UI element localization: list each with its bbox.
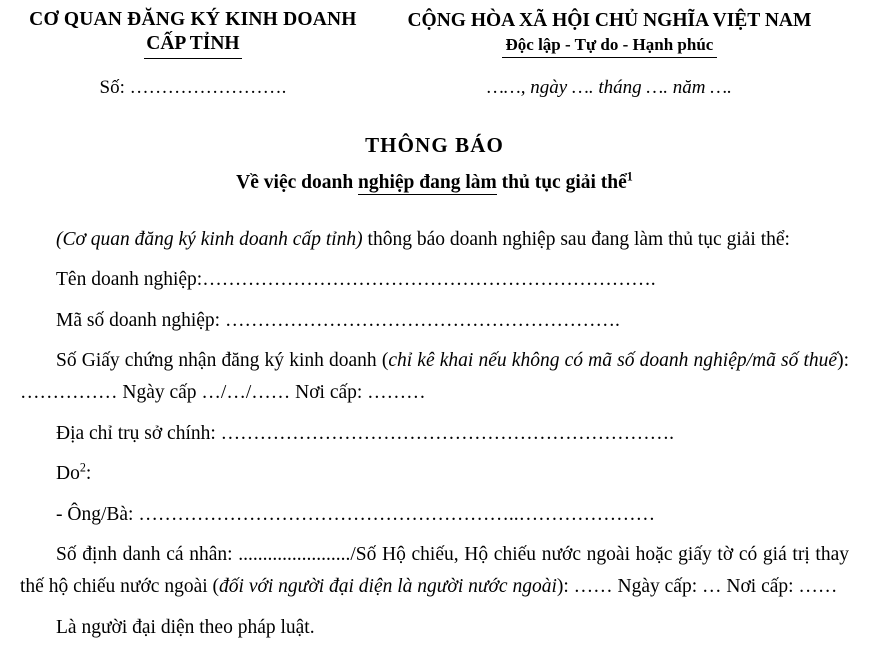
national-heading-block <box>368 6 851 58</box>
national-motto: Độc lập - Tự do - Hạnh phúc <box>502 34 718 58</box>
intro-authority-italic: (Cơ quan đăng ký kinh doanh cấp tỉnh) <box>56 228 363 250</box>
intro-rest: thông báo doanh nghiệp sau đang làm thủ tục giải thể: <box>362 228 790 250</box>
field-head-office-address: Địa chỉ trụ sở chính: ……………………………………………………………. <box>56 422 675 444</box>
document-number: Số: ……………………. <box>99 76 287 98</box>
field-by-label <box>20 458 849 490</box>
by-label-colon: : <box>85 463 92 485</box>
field-enterprise-name: Tên doanh nghiệp:……………………………………………………………. <box>56 269 656 291</box>
by-footnote-marker: 2 <box>79 460 86 475</box>
subtitle-footnote-marker: 1 <box>626 169 633 184</box>
national-name: CỘNG HÒA XÃ HỘI CHỦ NGHĨA VIỆT NAM <box>407 10 812 31</box>
field-identification <box>20 539 849 602</box>
identification-text-a: Số định danh cá nhân: ......................./Số Hộ chiếu, Hộ chiếu nước ngoài hoặc giấy tờ có giá trị thay thế hộ chiếu nước ngoài ( <box>20 544 849 597</box>
subtitle-part-before: Về việc doanh <box>236 171 359 193</box>
field-person-name: - Ông/Bà: …………………………………………………..………………… <box>56 503 656 525</box>
document-subtitle <box>0 169 869 194</box>
field-legal-representative: Là người đại diện theo pháp luật. <box>56 616 315 638</box>
certificate-text-a: Số Giấy chứng nhận đăng ký kinh doanh ( <box>56 350 389 372</box>
issuing-authority-line1: CƠ QUAN ĐĂNG KÝ KINH DOANH <box>29 9 357 30</box>
field-business-certificate <box>20 345 849 408</box>
issuing-authority-line2: CẤP TỈNH <box>144 32 241 58</box>
title-block <box>0 133 869 194</box>
document-header <box>0 0 869 59</box>
subheader-row <box>0 77 869 99</box>
by-label-text: Do <box>56 463 80 485</box>
identification-note-italic: đối với người đại diện là người nước ngoài <box>219 575 557 597</box>
document-body <box>0 224 869 643</box>
paragraph-intro <box>20 224 849 256</box>
subtitle-part-after: thủ tục giải thể <box>496 171 627 193</box>
field-enterprise-code: Mã số doanh nghiệp: ……………………………………………………. <box>56 309 620 331</box>
document-date: ……, ngày …. tháng …. năm …. <box>486 76 732 98</box>
issuing-authority-block <box>18 6 368 59</box>
identification-text-b: ): …… Ngày cấp: … Nơi cấp: …… <box>556 575 838 597</box>
certificate-text-b: ): …………… Ngày cấp …/…/…… Nơi cấp: ……… <box>20 350 849 404</box>
document-title: THÔNG BÁO <box>365 132 504 157</box>
subtitle-part-underlined: nghiệp đang làm <box>358 171 497 193</box>
certificate-note-italic: chỉ kê khai nếu không có mã số doanh nghiệp/mã số thuế <box>388 350 838 372</box>
